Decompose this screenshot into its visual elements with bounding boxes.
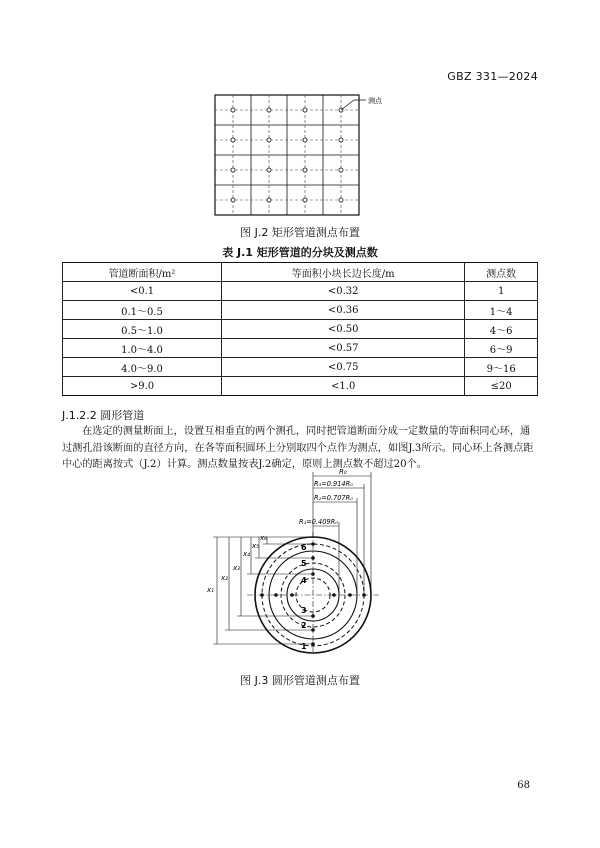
point-label-4: 4: [301, 576, 307, 585]
document-code: GBZ 331—2024: [447, 70, 538, 83]
table-cell: <0.32: [222, 282, 465, 301]
section-title: J.1.2.2 圆形管道: [62, 409, 145, 422]
table-header-row: [63, 263, 538, 282]
measurement-point: [231, 108, 235, 112]
x5-label: x₅: [252, 542, 259, 550]
table-cell: 0.5～1.0: [63, 320, 222, 339]
table-cell: 1.0～4.0: [63, 339, 222, 358]
table-cell: 0.1～0.5: [63, 301, 222, 320]
r1-label: R₁=0.409R₀: [299, 518, 338, 526]
table-j1-title: 表 J.1 矩形管道的分块及测点数: [222, 246, 378, 259]
figure-j2-rectangular-grid: [200, 92, 420, 222]
figure-j3-caption: 图 J.3 圆形管道测点布置: [240, 674, 360, 687]
table-cell: <0.36: [222, 301, 465, 320]
table-row: [63, 301, 538, 320]
x6-label: x₆: [260, 534, 267, 542]
table-cell: <1.0: [222, 377, 465, 396]
measurement-point: [231, 168, 235, 172]
table-row: [63, 358, 538, 377]
measurement-point: [267, 168, 271, 172]
measurement-point: [267, 198, 271, 202]
measurement-point: [339, 198, 343, 202]
point-label-6: 6: [301, 543, 307, 552]
point-label-3: 3: [301, 606, 307, 615]
table-cell: 1: [465, 282, 538, 301]
x2-label: x₂: [221, 574, 228, 582]
header-cell: 管道断面积/m²: [63, 263, 222, 282]
table-cell: 9～16: [465, 358, 538, 377]
table-cell: <0.1: [63, 282, 222, 301]
measurement-point: [339, 168, 343, 172]
measurement-point: [267, 138, 271, 142]
measurement-point: [303, 168, 307, 172]
x1-label: x₁: [207, 586, 214, 594]
table-j1: [62, 262, 538, 396]
measurement-point: [231, 138, 235, 142]
table-cell: <0.75: [222, 358, 465, 377]
r3-label: R₃=0.914R₀: [314, 480, 353, 488]
table-row: [63, 339, 538, 358]
measurement-point: [303, 108, 307, 112]
section-paragraph: 在选定的测量断面上，设置互相垂直的两个测孔，同时把管道断面分成一定数量的等面积同心环，通过测孔沿该断面的直径方向，在各等面积圆环上分别取四个点作为测点，如图J.3所示。同心环上各测点距中心的距离按式（J.2）计算。测点数量按表J.2确定，原则上测点数不超过20个。: [62, 426, 534, 470]
table-row: [63, 320, 538, 339]
point-label-1: 1: [301, 642, 307, 651]
header-cell: 等面积小块长边长度/m: [222, 263, 465, 282]
point-label-2: 2: [301, 621, 307, 630]
table-cell: <0.57: [222, 339, 465, 358]
page-number: 68: [517, 780, 530, 791]
measurement-point: [231, 198, 235, 202]
table-cell: 4～6: [465, 320, 538, 339]
measurement-point-label: 测点: [368, 97, 382, 105]
measurement-point: [303, 198, 307, 202]
measurement-point: [339, 138, 343, 142]
header-cell: 测点数: [465, 263, 538, 282]
table-cell: ≤20: [465, 377, 538, 396]
measurement-point: [267, 108, 271, 112]
table-row: [63, 377, 538, 396]
table-cell: 6～9: [465, 339, 538, 358]
r0-label: R₀: [339, 468, 347, 476]
figure-j2-caption: 图 J.2 矩形管道测点布置: [240, 226, 360, 239]
table-row: [63, 282, 538, 301]
x3-label: x₃: [233, 564, 240, 572]
table-cell: 1～4: [465, 301, 538, 320]
table-cell: 4.0～9.0: [63, 358, 222, 377]
measurement-point: [303, 138, 307, 142]
table-cell: <0.50: [222, 320, 465, 339]
r2-label: R₂=0.707R₀: [314, 494, 353, 502]
table-cell: >9.0: [63, 377, 222, 396]
point-label-5: 5: [301, 559, 307, 568]
x4-label: x₄: [243, 550, 250, 558]
figure-j3-circular-duct: [195, 466, 395, 656]
